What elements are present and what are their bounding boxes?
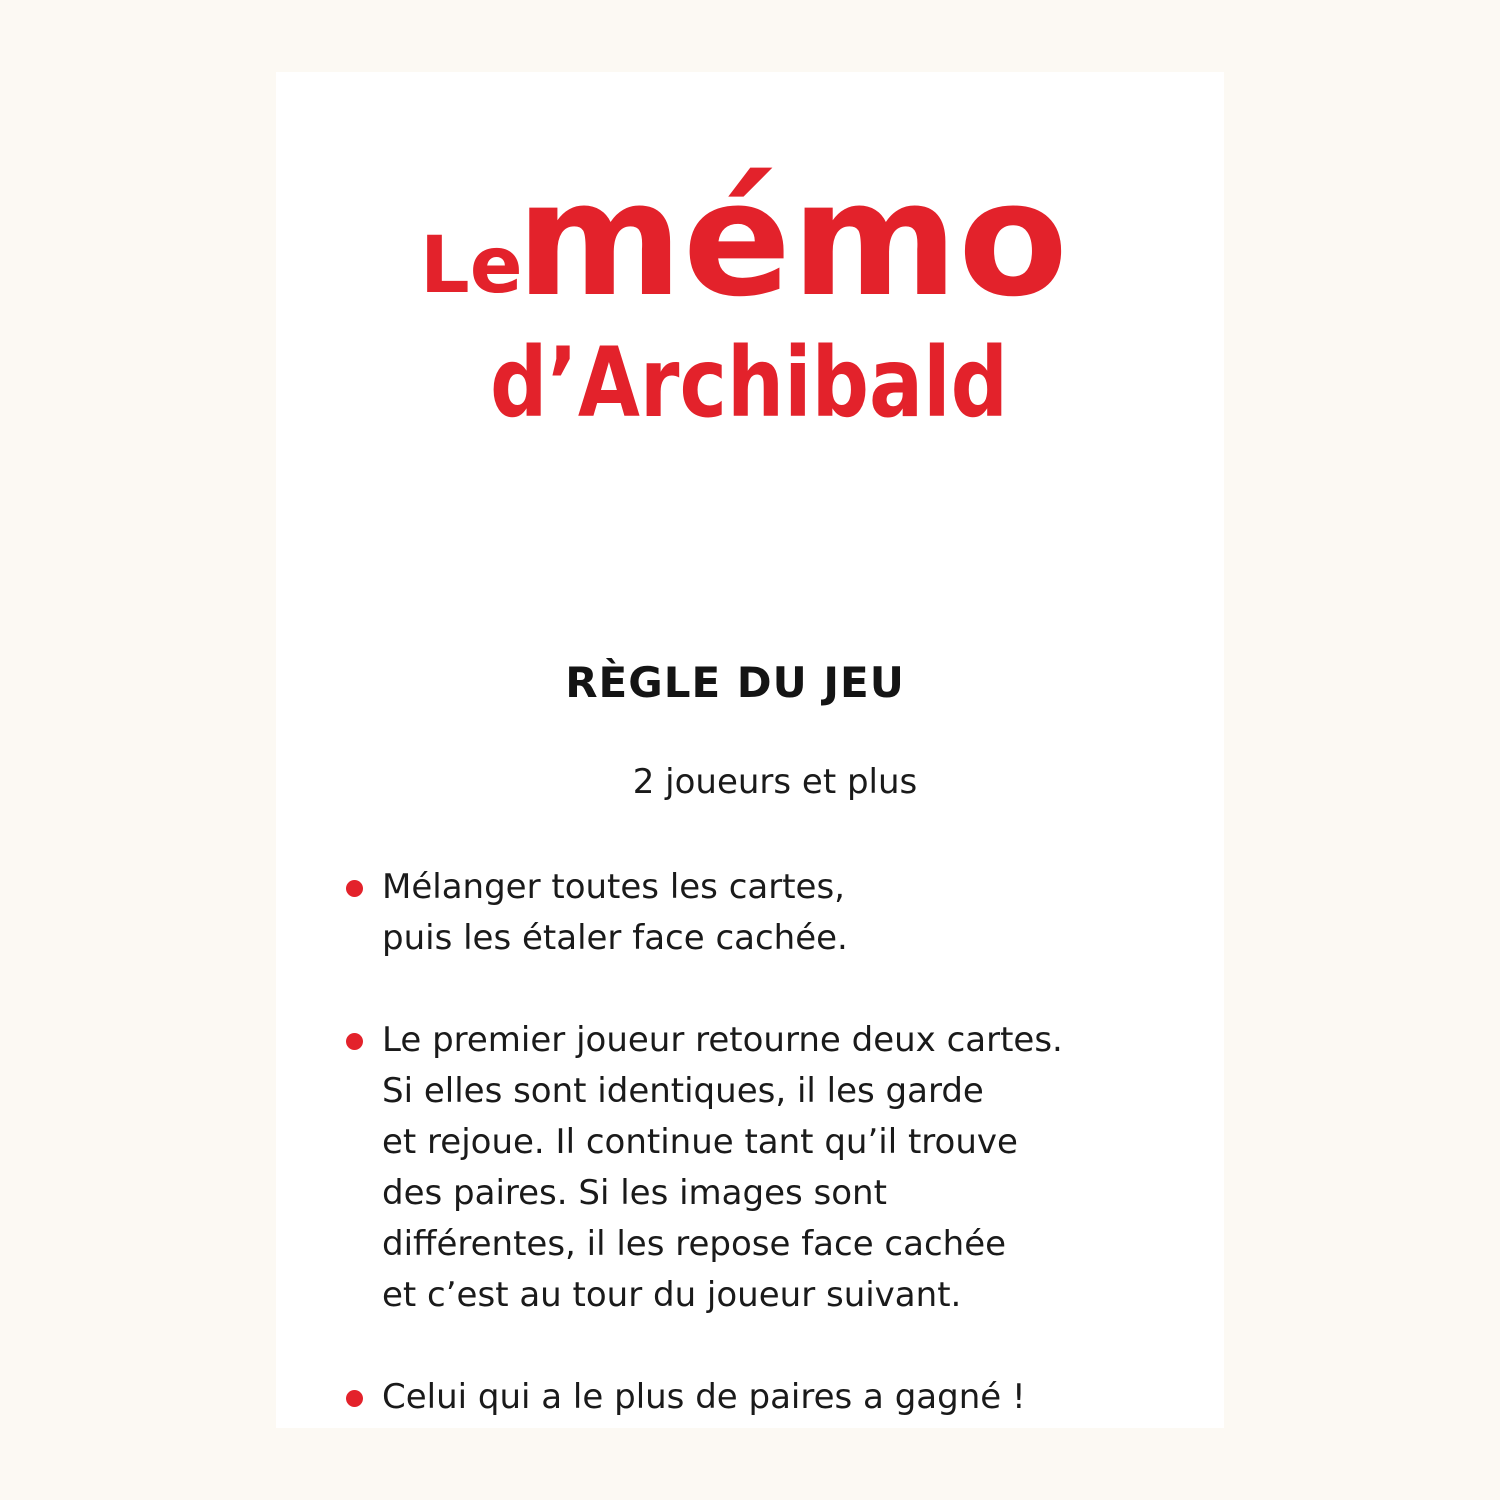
- rule-line: Mélanger toutes les cartes,: [382, 867, 845, 907]
- game-title: [276, 72, 1224, 492]
- rule-item: [346, 1372, 1196, 1423]
- bullet-icon: [346, 1033, 363, 1050]
- rule-line: et rejoue. Il continue tant qu’il trouve: [382, 1122, 1018, 1162]
- title-subtitle: d’Archibald: [490, 327, 1008, 439]
- title-main: mémo: [516, 148, 1068, 332]
- rule-line: Celui qui a le plus de paires a gagné !: [382, 1377, 1026, 1417]
- bullet-icon: [346, 1390, 363, 1407]
- rule-item: [346, 862, 1196, 964]
- rules-heading: RÈGLE DU JEU: [565, 658, 905, 707]
- rule-line: différentes, il les repose face cachée: [382, 1224, 1007, 1264]
- rule-line: puis les étaler face cachée.: [382, 918, 848, 958]
- rule-line: et c’est au tour du joueur suivant.: [382, 1275, 962, 1315]
- player-count: 2 joueurs et plus: [632, 762, 918, 802]
- title-article: Le: [420, 221, 523, 311]
- rule-line: Le premier joueur retourne deux cartes.: [382, 1020, 1063, 1060]
- rule-line: Si elles sont identiques, il les garde: [382, 1071, 984, 1111]
- bullet-icon: [346, 880, 363, 897]
- rules-list: [346, 862, 1196, 1474]
- rule-line: des paires. Si les images sont: [382, 1173, 887, 1213]
- rule-item: [346, 1015, 1196, 1321]
- rules-card: [276, 72, 1224, 1428]
- game-title-logo: [276, 72, 1224, 492]
